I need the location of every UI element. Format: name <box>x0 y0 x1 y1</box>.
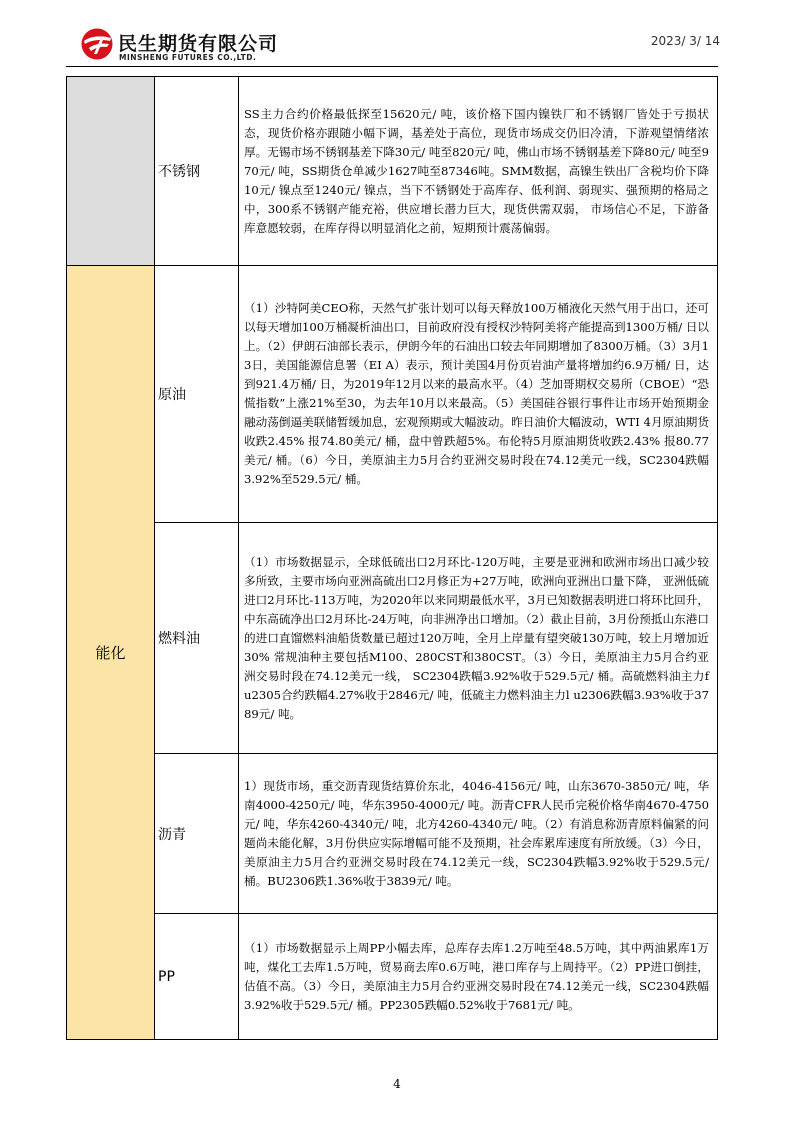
table-row <box>67 523 718 754</box>
table-row <box>67 77 718 266</box>
product-commentary: （1）市场数据显示，全球低硫出口2月环比-120万吨，主要是亚洲和欧洲市场出口减少较多所致，主要市场向亚洲高硫出口2月修正为+27万吨，欧洲向亚洲出口量下降， 亚洲低硫进口2月环比-113万吨，为2020年以来同期最低水平，3月已知数据表明进口将环比回升，中东高硫净出口2月环比-24万吨，向非洲净出口增加。（2）截止目前，3月份预抵山东港口的进口直馏燃料油船货数量已超过120万吨，全月上岸量有望突破130万吨，较上月增加近30% 常规油种主要包括M100、280CST和380CST。（3）今日，美原油主力5月合约亚洲交易时段在74.12美元一线， SC2304跌幅3.92%收于529.5元/ 桶。高硫燃料油主力f u2305合约跌幅4.27%收于2846元/ 吨，低硫主力燃料油主力l u2306跌幅3.93%收于3789元/ 吨。 <box>239 523 718 754</box>
table-row <box>67 266 718 523</box>
company-name-cn: 民生期货有限公司 <box>118 33 279 55</box>
minsheng-logo-icon <box>80 27 114 61</box>
product-commentary: （1）沙特阿美CEO称，天然气扩张计划可以每天释放100万桶液化天然气用于出口，还可以每天增加100万桶凝析油出口，目前政府没有授权沙特阿美将产能提高到1300万桶/ 日以上。（2）伊朗石油部长表示，伊朗今年的石油出口较去年同期增加了8300万桶。（3）3月13日，美国能源信息署（EI A）表示，预计美国4月份页岩油产量将增加约6.9万桶/ 日，达到921.4万桶/ 日，为2019年12月以来的最高水平。（4）芝加哥期权交易所（CBOE）“恐慌指数”上涨21%至30，为去年10月以来最高。（5）美国硅谷银行事件让市场开始预期金融动荡倒逼美联储暂缓加息，宏观预期或大幅波动。昨日油价大幅波动，WTI 4月原油期货收跌2.45% 报74.80美元/ 桶，盘中曾跌超5%。布伦特5月原油期货收跌2.43% 报80.77美元/ 桶。（6）今日，美原油主力5月合约亚洲交易时段在74.12美元一线，SC2304跌幅3.92%至529.5元/ 桶。 <box>239 266 718 523</box>
product-name: 沥青 <box>155 754 239 914</box>
commodity-table <box>66 76 718 1040</box>
company-name-en: MINSHENG FUTURES CO.,LTD. <box>119 53 257 62</box>
product-name: 不锈钢 <box>155 77 239 266</box>
product-name: PP <box>155 914 239 1040</box>
product-commentary: （1）市场数据显示上周PP小幅去库，总库存去库1.2万吨至48.5万吨，其中两油累库1万吨，煤化工去库1.5万吨，贸易商去库0.6万吨，港口库存与上周持平。（2）PP进口倒挂，估值不高。（3）今日，美原油主力5月合约亚洲交易时段在74.12美元一线，SC2304跌幅3.92%收于529.5元/ 桶。PP2305跌幅0.52%收于7681元/ 吨。 <box>239 914 718 1040</box>
sector-cell <box>67 77 155 266</box>
report-date: 2023/ 3/ 14 <box>650 34 720 48</box>
sector-label: 能化 <box>67 266 155 1040</box>
product-name: 原油 <box>155 266 239 523</box>
product-commentary: SS主力合约价格最低探至15620元/ 吨，该价格下国内镍铁厂和不锈钢厂皆处于亏损状态，现货价格亦跟随小幅下调，基差处于高位，现货市场成交仍旧冷清，下游观望情绪浓厚。无锡市场不锈钢基差下降30元/ 吨至820元/ 吨，佛山市场不锈钢基差下降80元/ 吨至970元/ 吨，SS期货仓单减少1627吨至87346吨。SMM数据，高镍生铁出厂含税均价下降10元/ 镍点至1240元/ 镍点，当下不锈钢处于高库存、低利润、弱现实、强预期的格局之中，300系不锈钢产能充裕，供应增长潜力巨大，现货供需双弱， 市场信心不足，下游备库意愿较弱，在库存得以明显消化之前，短期预计震荡偏弱。 <box>239 77 718 266</box>
page-number: 4 <box>393 1077 401 1091</box>
table-row <box>67 914 718 1040</box>
page-header <box>0 0 794 62</box>
header-divider <box>66 66 718 67</box>
product-name: 燃料油 <box>155 523 239 754</box>
table-row <box>67 754 718 914</box>
product-commentary: 1）现货市场，重交沥青现货结算价东北，4046-4156元/ 吨，山东3670-3850元/ 吨，华南4000-4250元/ 吨，华东3950-4000元/ 吨。沥青CFR人民币完税价格华南4670-4750元/ 吨，华东4260-4340元/ 吨，北方4260-4340元/ 吨。（2）有消息称沥青原料偏紧的问题尚未能化解，3月份供应实际增幅可能不及预期，社会库累库速度有所放缓。（3）今日，美原油主力5月合约亚洲交易时段在74.12美元一线，SC2304跌幅3.92%收于529.5元/ 桶。BU2306跌1.36%收于3839元/ 吨。 <box>239 754 718 914</box>
